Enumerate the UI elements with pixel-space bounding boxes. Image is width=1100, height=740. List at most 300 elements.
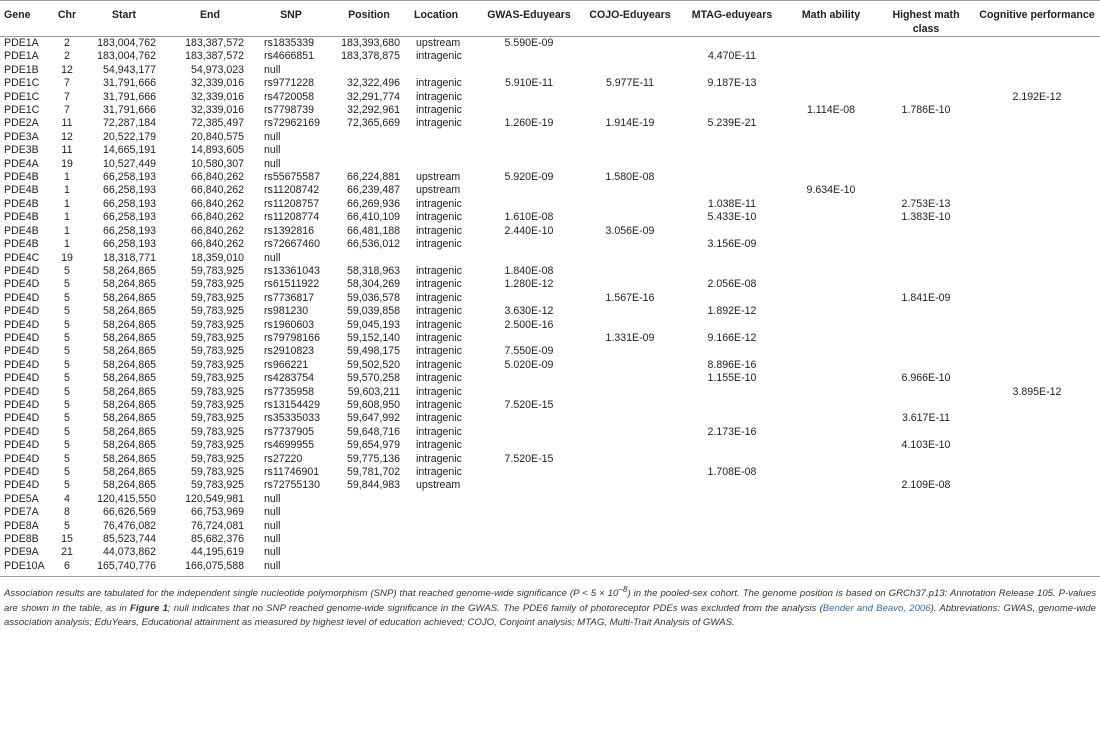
cell-chr: 1 [64,197,70,210]
cell-cognitive-performance [974,479,1100,492]
cell-highest-math-class [878,171,974,184]
table-row [0,399,1100,412]
cell-highest-math-class [878,386,974,399]
cell-snp: rs11746901 [264,466,320,478]
cell-cojo-eduyears: 5.977E-11 [605,77,655,90]
cell-gene: PDE4D [4,452,40,465]
cell-math-ability [784,131,878,144]
table-row [0,533,1100,546]
cell-position: 59,844,983 [346,479,400,492]
cell-location: intragenic [416,77,462,90]
cell-start: 31,791,666 [102,90,156,103]
cell-cognitive-performance [974,144,1100,157]
table-row [0,198,1100,211]
cell-snp: null [264,519,281,532]
cell-snp: rs981230 [264,305,309,318]
cell-chr: 5 [64,466,70,478]
cell-location: intragenic [416,412,462,425]
cell-gene: PDE1C [4,104,40,117]
cell-cognitive-performance [974,238,1100,251]
cell-math-ability [784,479,878,492]
cell-snp: rs7798739 [264,104,315,117]
cell-gwas-eduyears [478,184,580,197]
cell-chr: 1 [64,224,70,237]
cell-mtag-eduyears [680,252,784,265]
cell-gene: PDE1C [4,90,40,103]
cell-gwas-eduyears [478,64,580,77]
cell-highest-math-class [878,131,974,144]
cell-highest-math-class [878,319,974,332]
cell-highest-math-class [878,493,974,506]
cell-chr: 1 [64,171,70,184]
cell-cojo-eduyears [580,426,680,439]
table-caption [0,577,1100,630]
cell-mtag-eduyears: 2.173E-16 [707,425,757,438]
cell-highest-math-class [878,332,974,345]
cell-end: 59,783,925 [190,452,244,465]
cell-gene: PDE1C [4,77,40,90]
cell-cognitive-performance [974,50,1100,63]
table-row [0,158,1100,171]
cell-math-ability [784,520,878,533]
cell-math-ability [784,493,878,506]
cell-math-ability [784,359,878,372]
table-row [0,37,1100,51]
cell-location: intragenic [416,358,462,371]
citation-link[interactable]: Bender and Beavo, 2006 [822,602,931,614]
cell-end: 66,840,262 [190,211,244,224]
cell-snp: rs79798166 [264,331,320,344]
cell-highest-math-class [878,158,974,171]
cell-cojo-eduyears [580,211,680,224]
cell-highest-math-class [878,265,974,278]
table-row [0,211,1100,224]
cell-gene: PDE4B [4,224,39,237]
cell-start: 58,264,865 [102,278,156,291]
cell-start: 58,264,865 [102,466,156,478]
cell-mtag-eduyears [680,104,784,117]
cell-cognitive-performance [974,319,1100,332]
cell-mtag-eduyears [680,158,784,171]
cell-end: 59,783,925 [190,264,244,277]
cell-position [328,533,410,546]
cell-gwas-eduyears [478,292,580,305]
cell-highest-math-class [878,359,974,372]
cell-location: intragenic [416,104,462,117]
cell-highest-math-class [878,305,974,318]
table-row [0,104,1100,117]
cell-mtag-eduyears [680,546,784,559]
cell-position: 59,045,193 [346,318,400,331]
table-row [0,453,1100,466]
cell-highest-math-class: 4.103E-10 [901,439,951,452]
cell-highest-math-class [878,117,974,130]
cell-math-ability [784,64,878,77]
cell-position: 183,393,680 [341,37,400,49]
cell-start: 66,258,193 [102,211,156,224]
cell-cognitive-performance [974,184,1100,197]
cell-position [328,144,410,157]
cell-location: intragenic [416,305,462,318]
cell-start: 76,476,082 [102,519,156,532]
caption-part3: ; null indicates that no SNP reached genome-wide significance in the GWAS. The PDE6 family of photoreceptor PDEs was excluded from the analysis ( [167,602,823,614]
cell-gwas-eduyears: 5.920E-09 [504,171,554,184]
cell-math-ability [784,399,878,412]
cell-gene: PDE4D [4,291,40,304]
cell-gene: PDE1A [4,50,39,63]
cell-end: 32,339,016 [190,104,244,117]
header-start: Start [82,1,166,37]
table-row [0,359,1100,372]
cell-gene: PDE4D [4,385,40,398]
cell-chr: 6 [64,559,70,572]
cell-cojo-eduyears [580,37,680,51]
cell-location: intragenic [416,264,462,277]
cell-cojo-eduyears [580,493,680,506]
cell-location [410,144,478,157]
cell-gene: PDE5A [4,492,39,505]
cell-chr: 5 [64,278,70,291]
cell-gwas-eduyears [478,332,580,345]
cell-position: 59,502,520 [346,358,400,371]
cell-snp: rs11208774 [264,211,320,224]
table-row [0,305,1100,318]
cell-position: 58,318,963 [346,264,400,277]
cell-cojo-eduyears [580,466,680,479]
cell-end: 59,783,925 [190,305,244,318]
cell-gwas-eduyears [478,144,580,157]
cell-cognitive-performance [974,171,1100,184]
cell-gene: PDE4B [4,184,39,197]
cell-position: 32,322,496 [346,77,400,90]
cell-end: 44,195,619 [190,546,244,559]
cell-cognitive-performance [974,345,1100,358]
cell-location: intragenic [416,211,462,224]
cell-chr: 11 [61,144,73,157]
table-body [0,37,1100,577]
header-gwas-eduyears: GWAS-Eduyears [478,1,580,37]
cell-gene: PDE4D [4,345,40,358]
cell-math-ability [784,225,878,238]
cell-cognitive-performance [974,399,1100,412]
cell-highest-math-class: 6.966E-10 [901,372,951,385]
cell-position: 66,481,188 [346,224,400,237]
cell-position [328,546,410,559]
cell-highest-math-class [878,506,974,519]
cell-math-ability [784,144,878,157]
cell-end: 183,387,572 [185,50,244,63]
cell-highest-math-class: 2.753E-13 [901,197,951,210]
table-row [0,479,1100,492]
cell-chr: 5 [64,412,70,425]
cell-cognitive-performance [974,117,1100,130]
cell-location [410,493,478,506]
cell-cognitive-performance [974,466,1100,479]
cell-cognitive-performance [974,198,1100,211]
cell-cojo-eduyears [580,560,680,577]
cell-end: 59,783,925 [190,372,244,385]
cell-location: intragenic [416,224,462,237]
cell-highest-math-class: 1.383E-10 [901,211,951,224]
cell-highest-math-class: 1.786E-10 [901,104,951,117]
cell-cognitive-performance [974,453,1100,466]
cell-chr: 5 [64,425,70,438]
cell-location: upstream [416,37,461,49]
cell-start: 58,264,865 [102,305,156,318]
caption-part4: ). Abbreviations: GWAS, genome-wide association analysis; EduYears, Educational attainment as measured by highest level of education achieved; COJO, Conjoint analysis; MTAG, Multi-Trait Analysis of GWAS. [4,602,1096,629]
cell-cognitive-performance: 2.192E-12 [1012,90,1062,103]
header-math-ability: Math ability [784,1,878,37]
cell-cojo-eduyears: 3.056E-09 [605,224,655,237]
cell-gwas-eduyears [478,91,580,104]
cell-position: 59,152,140 [346,331,400,344]
cell-chr: 5 [64,372,70,385]
cell-highest-math-class: 1.841E-09 [901,291,951,304]
cell-position: 66,410,109 [346,211,400,224]
cell-snp: null [264,251,281,264]
cell-gene: PDE10A [4,559,45,572]
cell-position [328,158,410,171]
cell-mtag-eduyears [680,439,784,452]
cell-math-ability [784,533,878,546]
header-location: Location [410,1,478,37]
cell-end: 66,840,262 [190,171,244,184]
cell-chr: 2 [64,50,70,63]
cell-location: intragenic [416,291,462,304]
table-row [0,412,1100,425]
cell-gene: PDE9A [4,546,39,559]
cell-position: 32,292,961 [346,104,400,117]
cell-mtag-eduyears [680,265,784,278]
cell-gene: PDE1B [4,63,39,76]
cell-chr: 19 [61,251,73,264]
table-row [0,184,1100,197]
cell-cognitive-performance [974,506,1100,519]
cell-location: intragenic [416,50,462,63]
cell-gene: PDE4B [4,197,39,210]
cell-math-ability [784,278,878,291]
cell-chr: 5 [64,439,70,452]
cell-math-ability [784,252,878,265]
cell-chr: 5 [64,291,70,304]
cell-start: 183,004,762 [97,50,156,63]
cell-location: intragenic [416,331,462,344]
table-row [0,64,1100,77]
cell-location: intragenic [416,197,462,210]
cell-start: 18,318,771 [102,251,156,264]
table-row [0,332,1100,345]
cell-snp: rs2910823 [264,345,315,358]
cell-start: 10,527,449 [102,157,156,170]
cell-cojo-eduyears [580,198,680,211]
cell-chr: 19 [61,157,73,170]
cell-mtag-eduyears [680,171,784,184]
cell-start: 58,264,865 [102,331,156,344]
cell-chr: 5 [64,452,70,465]
cell-gene: PDE4D [4,358,40,371]
cell-cognitive-performance [974,104,1100,117]
cell-start: 58,264,865 [102,425,156,438]
cell-gene: PDE4D [4,479,40,492]
cell-chr: 7 [64,77,70,90]
cell-chr: 7 [64,104,70,117]
cell-cojo-eduyears [580,546,680,559]
cell-mtag-eduyears [680,493,784,506]
cell-gwas-eduyears [478,198,580,211]
cell-cognitive-performance [974,560,1100,577]
cell-position: 32,291,774 [346,90,400,103]
cell-gene: PDE4D [4,439,40,452]
cell-mtag-eduyears: 1.155E-10 [707,372,757,385]
cell-gene: PDE4B [4,211,39,224]
cell-gene: PDE4A [4,157,39,170]
figure-1-link[interactable]: Figure 1 [130,602,168,614]
table-row [0,560,1100,577]
cell-gwas-eduyears: 5.020E-09 [504,358,554,371]
cell-end: 59,783,925 [190,412,244,425]
cell-cojo-eduyears [580,386,680,399]
cell-math-ability [784,158,878,171]
cell-end: 66,753,969 [190,506,244,519]
cell-start: 20,522,179 [102,130,156,143]
cell-cognitive-performance [974,359,1100,372]
header-end: End [166,1,254,37]
table-row [0,345,1100,358]
cell-snp: rs4699955 [264,439,315,452]
cell-location: intragenic [416,278,462,291]
table-row [0,171,1100,184]
cell-start: 31,791,666 [102,104,156,117]
cell-gwas-eduyears: 1.840E-08 [504,264,554,277]
table-row [0,520,1100,533]
cell-chr: 5 [64,358,70,371]
cell-position [328,493,410,506]
cell-snp: null [264,63,281,76]
cell-gwas-eduyears [478,466,580,479]
cell-cognitive-performance [974,412,1100,425]
cell-highest-math-class [878,560,974,577]
cell-start: 58,264,865 [102,264,156,277]
cell-start: 58,264,865 [102,398,156,411]
cell-snp: rs4720058 [264,90,315,103]
cell-mtag-eduyears [680,399,784,412]
cell-highest-math-class [878,278,974,291]
table-row [0,225,1100,238]
cell-cognitive-performance [974,533,1100,546]
cell-end: 32,339,016 [190,77,244,90]
cell-gene: PDE4D [4,466,40,478]
cell-gene: PDE4D [4,318,40,331]
cell-snp: rs1392816 [264,224,315,237]
cell-location: upstream [416,171,461,184]
cell-location: upstream [416,184,461,197]
cell-gene: PDE8A [4,519,39,532]
cell-start: 120,415,550 [97,492,156,505]
cell-mtag-eduyears [680,131,784,144]
cell-gwas-eduyears: 1.260E-19 [504,117,554,130]
cell-snp: rs7736817 [264,291,315,304]
cell-math-ability [784,305,878,318]
cell-math-ability [784,319,878,332]
cell-mtag-eduyears [680,520,784,533]
cell-position: 59,498,175 [346,345,400,358]
cell-math-ability [784,372,878,385]
cell-end: 59,783,925 [190,331,244,344]
cell-gwas-eduyears [478,131,580,144]
cell-cognitive-performance [974,278,1100,291]
caption-part1: Association results are tabulated for the independent single nucleotide polymorphism (SNP) that reached genome-wide significance (P < 5 × 10 [4,588,619,600]
cell-cojo-eduyears [580,345,680,358]
table-row [0,117,1100,130]
cell-location [410,546,478,559]
cell-cojo-eduyears [580,506,680,519]
cell-gwas-eduyears [478,372,580,385]
cell-mtag-eduyears [680,91,784,104]
cell-end: 76,724,081 [190,519,244,532]
cell-mtag-eduyears: 2.056E-08 [707,278,757,291]
cell-snp: rs11208757 [264,197,320,210]
cell-end: 85,682,376 [190,533,244,546]
cell-snp: rs7737905 [264,425,315,438]
cell-chr: 2 [64,37,70,49]
cell-mtag-eduyears [680,64,784,77]
cell-cojo-eduyears [580,265,680,278]
cell-chr: 1 [64,184,70,197]
cell-snp: rs4283754 [264,372,315,385]
cell-math-ability [784,506,878,519]
cell-cojo-eduyears [580,91,680,104]
cell-mtag-eduyears [680,345,784,358]
cell-cognitive-performance [974,265,1100,278]
cell-math-ability [784,412,878,425]
cell-position: 59,648,716 [346,425,400,438]
cell-cojo-eduyears [580,144,680,157]
cell-cognitive-performance [974,372,1100,385]
cell-math-ability [784,292,878,305]
cell-position: 58,304,269 [346,278,400,291]
table-row [0,77,1100,90]
cell-highest-math-class [878,399,974,412]
cell-end: 66,840,262 [190,238,244,251]
cell-position: 59,775,136 [346,452,400,465]
cell-cognitive-performance: 3.895E-12 [1012,385,1062,398]
cell-gene: PDE7A [4,506,39,519]
cell-math-ability [784,426,878,439]
cell-snp: rs1835339 [264,37,315,49]
cell-end: 59,783,925 [190,358,244,371]
cell-gwas-eduyears: 7.520E-15 [504,452,554,465]
cell-chr: 8 [64,506,70,519]
cell-gene: PDE8B [4,533,39,546]
cell-highest-math-class [878,184,974,197]
table-row [0,466,1100,479]
cell-location: intragenic [416,439,462,452]
cell-highest-math-class: 3.617E-11 [901,412,951,425]
cell-start: 58,264,865 [102,358,156,371]
cell-gwas-eduyears: 5.590E-09 [504,37,554,49]
cell-gwas-eduyears: 1.280E-12 [504,278,554,291]
cell-gene: PDE4D [4,331,40,344]
cell-start: 54,943,177 [102,63,156,76]
cell-mtag-eduyears: 4.470E-11 [707,50,757,63]
cell-gwas-eduyears [478,238,580,251]
cell-end: 20,840,575 [190,130,244,143]
cell-cojo-eduyears [580,158,680,171]
cell-snp: null [264,130,281,143]
cell-chr: 15 [61,533,73,546]
header-row [0,1,1100,37]
cell-location [410,64,478,77]
